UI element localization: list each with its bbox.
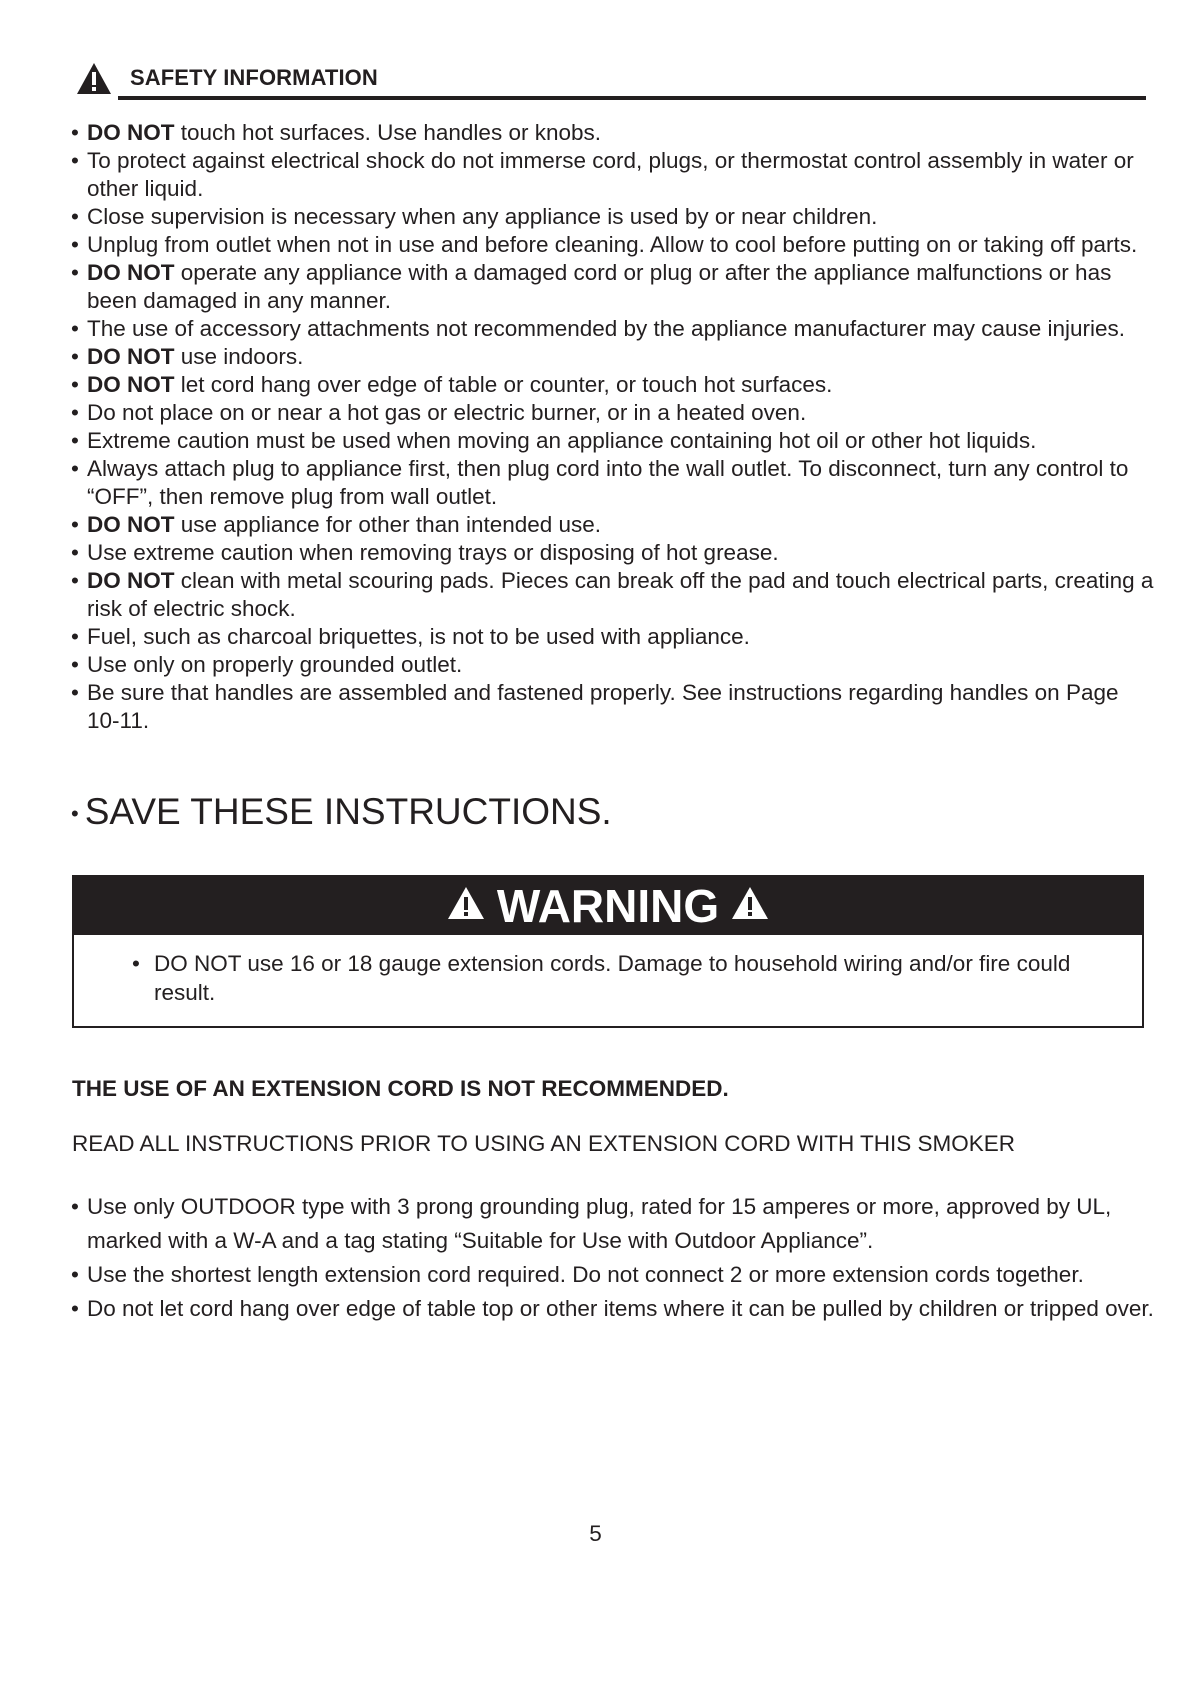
save-instructions	[71, 790, 612, 836]
save-instructions-text: SAVE THESE INSTRUCTIONS.	[84, 791, 612, 832]
warning-title: WARNING	[496, 880, 720, 932]
safety-item: • Use extreme caution when removing trays or disposing of hot grease.	[71, 539, 1156, 567]
bullet: •	[71, 801, 79, 827]
warning-triangle-icon	[446, 885, 486, 921]
safety-item: • Close supervision is necessary when any appliance is used by or near children.	[71, 203, 1156, 231]
warning-body	[132, 949, 1082, 1007]
safety-item: • DO NOT use appliance for other than intended use.	[71, 511, 1156, 539]
safety-item: • To protect against electrical shock do not immerse cord, plugs, or thermostat control assembly in water or other liquid.	[71, 147, 1156, 203]
safety-item: • DO NOT operate any appliance with a damaged cord or plug or after the appliance malfunctions or has been damaged in any manner.	[71, 259, 1156, 315]
safety-item: • Fuel, such as charcoal briquettes, is not to be used with appliance.	[71, 623, 1156, 651]
section-header	[76, 60, 1146, 100]
extension-item: • Use the shortest length extension cord required. Do not connect 2 or more extension cords together.	[71, 1258, 1156, 1292]
warning-text: • DO NOT use 16 or 18 gauge extension cords. Damage to household wiring and/or fire could result.	[132, 949, 1082, 1007]
extension-item: • Use only OUTDOOR type with 3 prong grounding plug, rated for 15 amperes or more, approved by UL, marked with a W-A and a tag stating “Suitable for Use with Outdoor Appliance”.	[71, 1190, 1156, 1258]
warning-box	[72, 875, 1144, 1028]
safety-item: • DO NOT use indoors.	[71, 343, 1156, 371]
safety-item: • DO NOT clean with metal scouring pads. Pieces can break off the pad and touch electrical parts, creating a risk of electric shock.	[71, 567, 1156, 623]
warning-triangle-icon	[76, 62, 112, 95]
safety-item: • Be sure that handles are assembled and fastened properly. See instructions regarding handles on Page 10-11.	[71, 679, 1156, 735]
safety-item: • Unplug from outlet when not in use and before cleaning. Allow to cool before putting on or taking off parts.	[71, 231, 1156, 259]
header-divider	[118, 96, 1146, 100]
section-title: SAFETY INFORMATION	[130, 65, 378, 90]
warning-triangle-icon	[730, 885, 770, 921]
safety-item: • Use only on properly grounded outlet.	[71, 651, 1156, 679]
safety-list	[71, 119, 1156, 735]
extension-subheading: READ ALL INSTRUCTIONS PRIOR TO USING AN EXTENSION CORD WITH THIS SMOKER	[72, 1131, 1016, 1156]
safety-item: • Always attach plug to appliance first, then plug cord into the wall outlet. To disconnect, turn any control to “OFF”, then remove plug from wall outlet.	[71, 455, 1156, 511]
extension-heading: THE USE OF AN EXTENSION CORD IS NOT RECOMMENDED.	[72, 1076, 729, 1101]
safety-item: • Do not place on or near a hot gas or electric burner, or in a heated oven.	[71, 399, 1156, 427]
page-number: 5	[589, 1521, 602, 1546]
warning-banner	[74, 877, 1142, 935]
extension-list	[71, 1190, 1156, 1326]
safety-item: • The use of accessory attachments not recommended by the appliance manufacturer may cause injuries.	[71, 315, 1156, 343]
safety-item: • DO NOT touch hot surfaces. Use handles or knobs.	[71, 119, 1156, 147]
extension-item: • Do not let cord hang over edge of table top or other items where it can be pulled by children or tripped over.	[71, 1292, 1156, 1326]
safety-item: • Extreme caution must be used when moving an appliance containing hot oil or other hot liquids.	[71, 427, 1156, 455]
safety-item: • DO NOT let cord hang over edge of table or counter, or touch hot surfaces.	[71, 371, 1156, 399]
